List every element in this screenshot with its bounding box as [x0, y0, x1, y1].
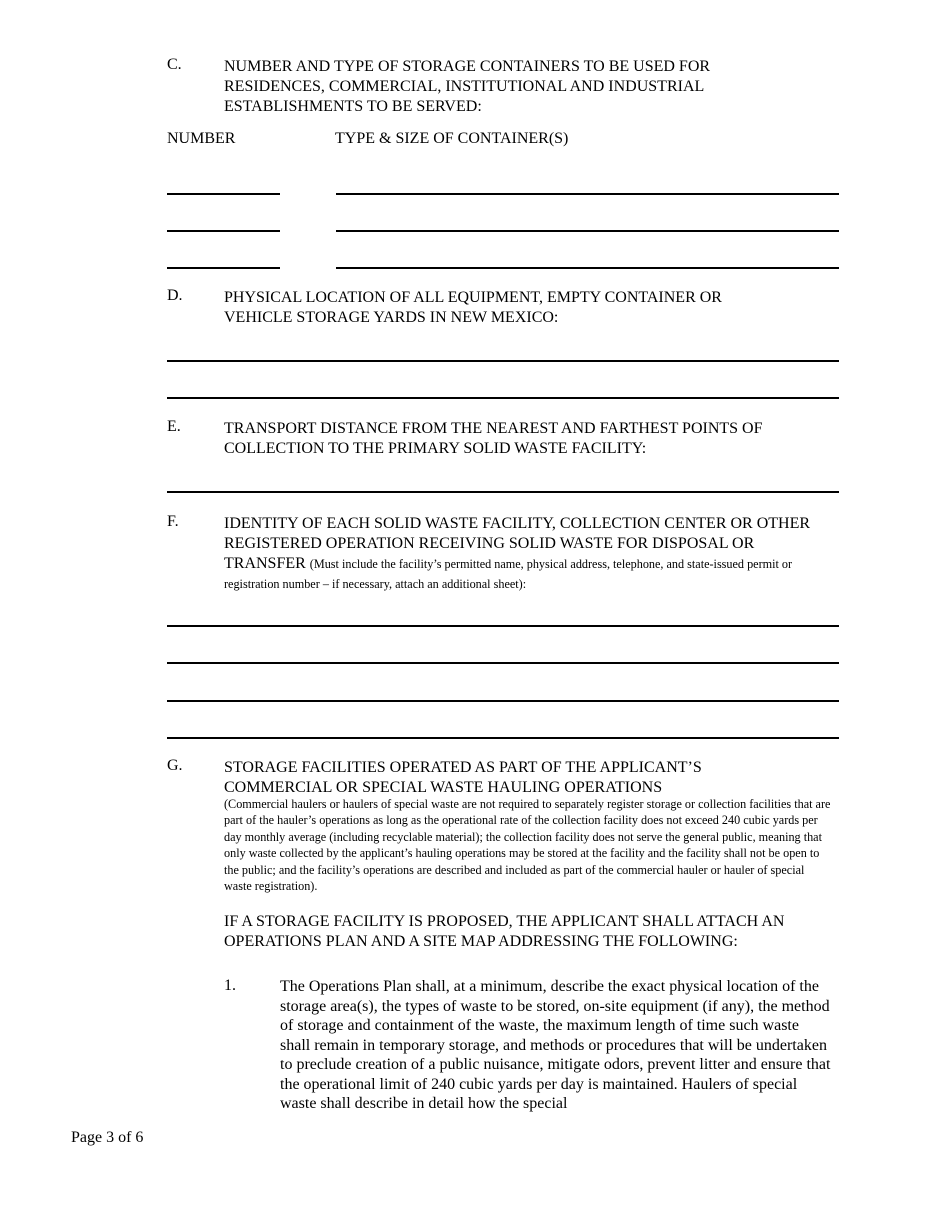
- section-g-heading: STORAGE FACILITIES OPERATED AS PART OF THE APPLICANT’S COMMERCIAL OR SPECIAL WASTE HAULING OPERATIONS: [224, 759, 702, 796]
- item-1-text: The Operations Plan shall, at a minimum, describe the exact physical location of the storage area(s), the types of waste to be stored, on-site equipment (if any), the method of storage and containment of the waste, the maximum length of time such waste shall remain in temporary storage, and methods or procedures that will be undertaken to preclude creation of a public nuisance, mitigate odors, prevent litter and ensure that the operational limit of 240 cubic yards per day is maintained. Haulers of special waste shall describe in detail how the special: [280, 978, 831, 1112]
- container-type-field-line-1[interactable]: [336, 193, 839, 195]
- section-c-heading: NUMBER AND TYPE OF STORAGE CONTAINERS TO BE USED FOR RESIDENCES, COMMERCIAL, INSTITUTIONAL AND INDUSTRIAL ESTABLISHMENTS TO BE SERVED:: [224, 58, 711, 115]
- page-number: Page 3 of 6: [71, 1129, 144, 1146]
- facility-field-line-3[interactable]: [167, 700, 839, 702]
- location-field-line-1[interactable]: [167, 360, 839, 362]
- number-field-line-1[interactable]: [167, 193, 280, 195]
- transport-distance-field-line[interactable]: [167, 491, 839, 493]
- section-g-instruction: IF A STORAGE FACILITY IS PROPOSED, THE APPLICANT SHALL ATTACH AN OPERATIONS PLAN AND A SITE MAP ADDRESSING THE FOLLOWING:: [224, 913, 785, 950]
- number-field-line-2[interactable]: [167, 230, 280, 232]
- facility-field-line-4[interactable]: [167, 737, 839, 739]
- facility-field-line-2[interactable]: [167, 662, 839, 664]
- container-type-field-line-2[interactable]: [336, 230, 839, 232]
- container-type-field-line-3[interactable]: [336, 267, 839, 269]
- section-g-letter: G.: [167, 757, 183, 774]
- section-f-letter: F.: [167, 513, 179, 530]
- column-header-type-size: TYPE & SIZE OF CONTAINER(S): [335, 130, 569, 147]
- location-field-line-2[interactable]: [167, 397, 839, 399]
- section-f-text: [224, 514, 829, 594]
- section-c-letter: C.: [167, 56, 182, 73]
- number-field-line-3[interactable]: [167, 267, 280, 269]
- section-d-heading: PHYSICAL LOCATION OF ALL EQUIPMENT, EMPTY CONTAINER OR VEHICLE STORAGE YARDS IN NEW MEXICO:: [224, 289, 722, 326]
- section-e-letter: E.: [167, 418, 181, 435]
- section-g-note: (Commercial haulers or haulers of special waste are not required to separately register storage or collection facilities that are part of the hauler’s operations as long as the operational rate of the collection facility does not exceed 240 cubic yards per day monthly average (including recyclable material); the collection facility does not serve the general public, meaning that only waste collected by the applicant’s hauling operations may be stored at the facility and the facility shall not be open to the public; and the facility’s operations are described and included as part of the commercial hauler or hauler of special waste registration).: [224, 797, 831, 894]
- column-header-number: NUMBER: [167, 130, 236, 147]
- section-e-heading: TRANSPORT DISTANCE FROM THE NEAREST AND FARTHEST POINTS OF COLLECTION TO THE PRIMARY SOLID WASTE FACILITY:: [224, 420, 763, 457]
- facility-field-line-1[interactable]: [167, 625, 839, 627]
- section-d-letter: D.: [167, 287, 183, 304]
- section-f-note: (Must include the facility’s permitted name, physical address, telephone, and state-issued permit or registration number – if necessary, attach an additional sheet):: [224, 557, 793, 591]
- item-1-number: 1.: [224, 977, 236, 994]
- section-f-heading: IDENTITY OF EACH SOLID WASTE FACILITY, COLLECTION CENTER OR OTHER REGISTERED OPERATION RECEIVING SOLID WASTE FOR DISPOSAL OR TRANSFER: [224, 515, 811, 572]
